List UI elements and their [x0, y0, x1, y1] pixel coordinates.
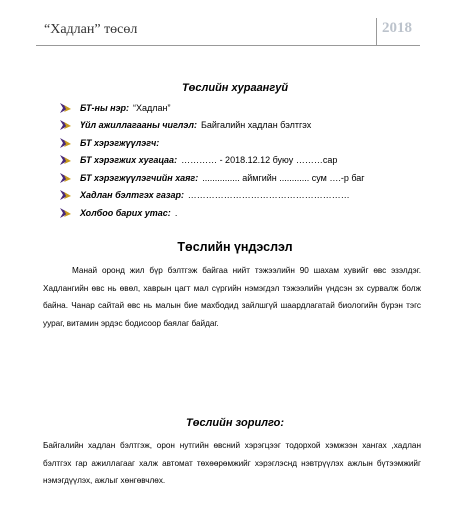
- goal-title: Төслийн зорилго:: [186, 417, 284, 429]
- arrow-bullet-icon: [60, 138, 72, 148]
- goal-paragraph: Байгалийн хадлан бэлтгэж, орон нутгийн өвсний хэрэгцээг тодорхой хэмжээн хангах ,хадлан бэлтгэх гар ажиллагааг халж автомат төхөөрөмжийг хэрэглэснд нэвтрүүлэх ажлын бүтээмжийг нэмэгдүүлэх, ажлыг хөнгөвчлөх.: [43, 441, 421, 485]
- summary-item: [60, 169, 365, 187]
- summary-item-value: .: [174, 207, 178, 218]
- header-divider: [376, 18, 377, 46]
- arrow-bullet-icon: [60, 155, 72, 165]
- summary-item: [60, 204, 365, 222]
- summary-item: [60, 134, 365, 152]
- summary-item-label: БТ хэрэгжүүлэгч:: [80, 137, 160, 148]
- summary-title: Төслийн хураангуй: [181, 82, 289, 94]
- summary-item-value: Байгалийн хадлан бэлтгэх: [200, 120, 312, 131]
- header-year: 2018: [382, 20, 412, 36]
- summary-item-label: Холбоо барих утас:: [80, 207, 171, 218]
- summary-list: [60, 99, 365, 222]
- summary-item-label: Хадлан бэлтгэх газар:: [80, 190, 184, 201]
- summary-item-value: ............... аймгийн ............ сум ….-р баг: [202, 172, 365, 183]
- summary-item-label: БТ-ны нэр:: [80, 102, 130, 113]
- header-rule: [36, 45, 420, 46]
- arrow-bullet-icon: [60, 120, 72, 130]
- page-header: [0, 0, 470, 50]
- summary-item-label: БТ хэрэгжих хугацаа:: [80, 155, 178, 166]
- arrow-bullet-icon: [60, 103, 72, 113]
- summary-item: [60, 152, 365, 170]
- arrow-bullet-icon: [60, 173, 72, 183]
- summary-item: [60, 99, 365, 117]
- summary-item-label: БТ хэрэгжүүлэгчийн хаяг:: [80, 172, 199, 183]
- summary-item-label: Үйл ажиллагааны чиглэл:: [80, 120, 197, 131]
- basis-title: Төслийн үндэслэл: [177, 240, 293, 254]
- summary-item: [60, 117, 365, 135]
- summary-item: [60, 187, 365, 205]
- summary-item-value: ………… - 2018.12.12 буюу ………сар: [181, 155, 338, 166]
- document-title: “Хадлан” төсөл: [44, 22, 138, 37]
- summary-item-value: “Хадлан”: [133, 102, 171, 113]
- arrow-bullet-icon: [60, 190, 72, 200]
- arrow-bullet-icon: [60, 208, 72, 218]
- basis-paragraph: Манай оронд жил бүр бэлтгэж байгаа нийт тэжээлийн 90 шахам хувийг өвс эзэлдэг. Хадлангийн өвс нь өвөл, хаврын цагт мал сүргийн нэмэгдэл тэжээлийн үндсэн эх сурвалж болж байна. Чанар сайтай өвс нь малын бие махбодид зайлшгүй шаардлагатай биологийн бүрэн тэгс уураг, витамин эрдэс бодисоор баялаг байдаг.: [43, 266, 421, 328]
- summary-item-value: ………………………………………………: [187, 190, 350, 201]
